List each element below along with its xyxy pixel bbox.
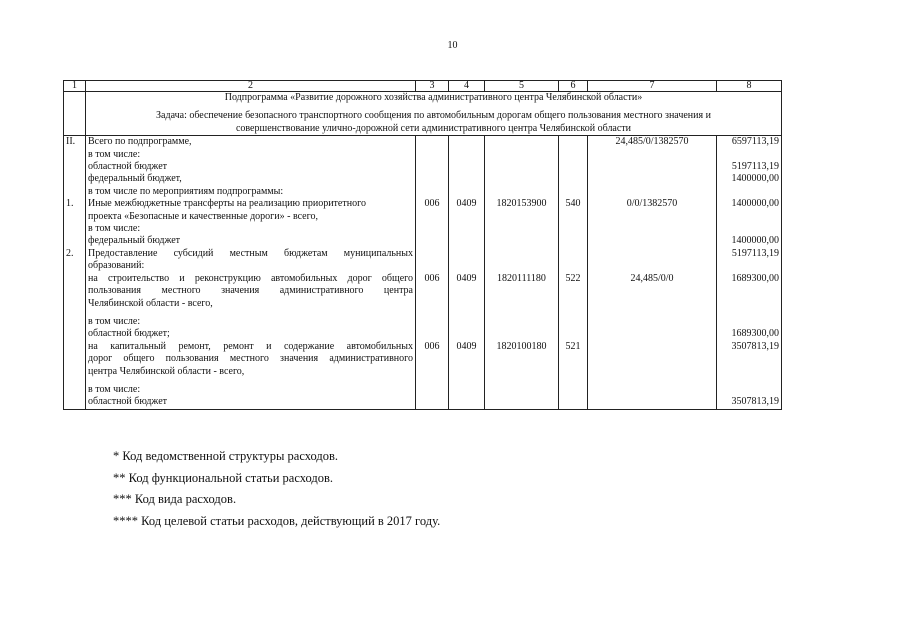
target-code: 1820100180: [485, 341, 559, 410]
indicator-cell: 0/0/1382570: [588, 198, 717, 248]
function-code: 0409: [449, 341, 485, 410]
amount-cell: 3507813,19 3507813,19: [717, 341, 782, 410]
row-number: II.: [64, 136, 86, 199]
expense-type-code: 540: [559, 198, 588, 248]
col-header: 8: [717, 81, 782, 92]
footnote: *** Код вида расходов.: [113, 492, 237, 506]
task-line: совершенствование улично-дорожной сети административного центра Челябинской области: [235, 122, 632, 134]
subprogram-title: Подпрограмма «Развитие дорожного хозяйства административного центра Челябинской области»: [224, 92, 643, 103]
row-number: 2.: [64, 248, 86, 273]
row-number: 1.: [64, 198, 86, 248]
page-number: 10: [447, 40, 458, 51]
expense-type-code: 522: [559, 273, 588, 341]
amount-cell: 1689300,00 1689300,00: [717, 273, 782, 341]
target-code: 1820111180: [485, 273, 559, 341]
amount-cell: 6597113,19 5197113,19 1400000,00: [717, 136, 782, 199]
subprogram-row: [64, 92, 782, 136]
table-row: [64, 248, 782, 273]
department-code: 006: [416, 341, 449, 410]
col-header: 1: [64, 81, 86, 92]
col-header: 3: [416, 81, 449, 92]
row-description: на строительство и реконструкцию автомобильных дорог общего пользования местного значения административного центра Челябинской области - всего, в том числе: областной бюджет;: [86, 273, 416, 341]
department-code: 006: [416, 198, 449, 248]
budget-table: [63, 80, 782, 410]
col-header: 7: [588, 81, 717, 92]
footnote: * Код ведомственной структуры расходов.: [113, 449, 338, 463]
expense-type-code: 521: [559, 341, 588, 410]
amount-cell: 5197113,19: [717, 248, 782, 273]
col-header: 6: [559, 81, 588, 92]
footnotes: [113, 446, 440, 532]
table-row: [64, 341, 782, 410]
department-code: 006: [416, 273, 449, 341]
table-row: [64, 273, 782, 341]
row-description: на капитальный ремонт, ремонт и содержание автомобильных дорог общего пользования местного значения административного центра Челябинской области - всего, в том числе: областной бюджет: [86, 341, 416, 410]
function-code: 0409: [449, 273, 485, 341]
row-description: Всего по подпрограмме, в том числе: областной бюджет федеральный бюджет, в том числе по мероприятиям подпрограммы:: [86, 136, 416, 199]
row-description: Предоставление субсидий местным бюджетам муниципальных образований:: [86, 248, 416, 273]
col-header: 5: [485, 81, 559, 92]
amount-cell: 1400000,00 1400000,00: [717, 198, 782, 248]
col-header: 4: [449, 81, 485, 92]
column-number-row: [64, 81, 782, 92]
target-code: 1820153900: [485, 198, 559, 248]
table-row: [64, 198, 782, 248]
footnote: ** Код функциональной статьи расходов.: [113, 470, 334, 485]
table-row: [64, 136, 782, 199]
col-header: 2: [86, 81, 416, 92]
indicator-cell: 24,485/0/0: [588, 273, 717, 341]
subprogram-cell: [86, 92, 782, 136]
footnote: **** Код целевой статьи расходов, действующий в 2017 году.: [113, 513, 441, 528]
task-line: Задача: обеспечение безопасного транспортного сообщения по автомобильным дорогам общего пользования местного значения и: [156, 110, 711, 122]
function-code: 0409: [449, 198, 485, 248]
indicator-cell: 24,485/0/1382570: [588, 136, 717, 199]
row-description: Иные межбюджетные трансферты на реализацию приоритетного проекта «Безопасные и качественные дороги» - всего, в том числе: федеральный бюджет: [86, 198, 416, 248]
